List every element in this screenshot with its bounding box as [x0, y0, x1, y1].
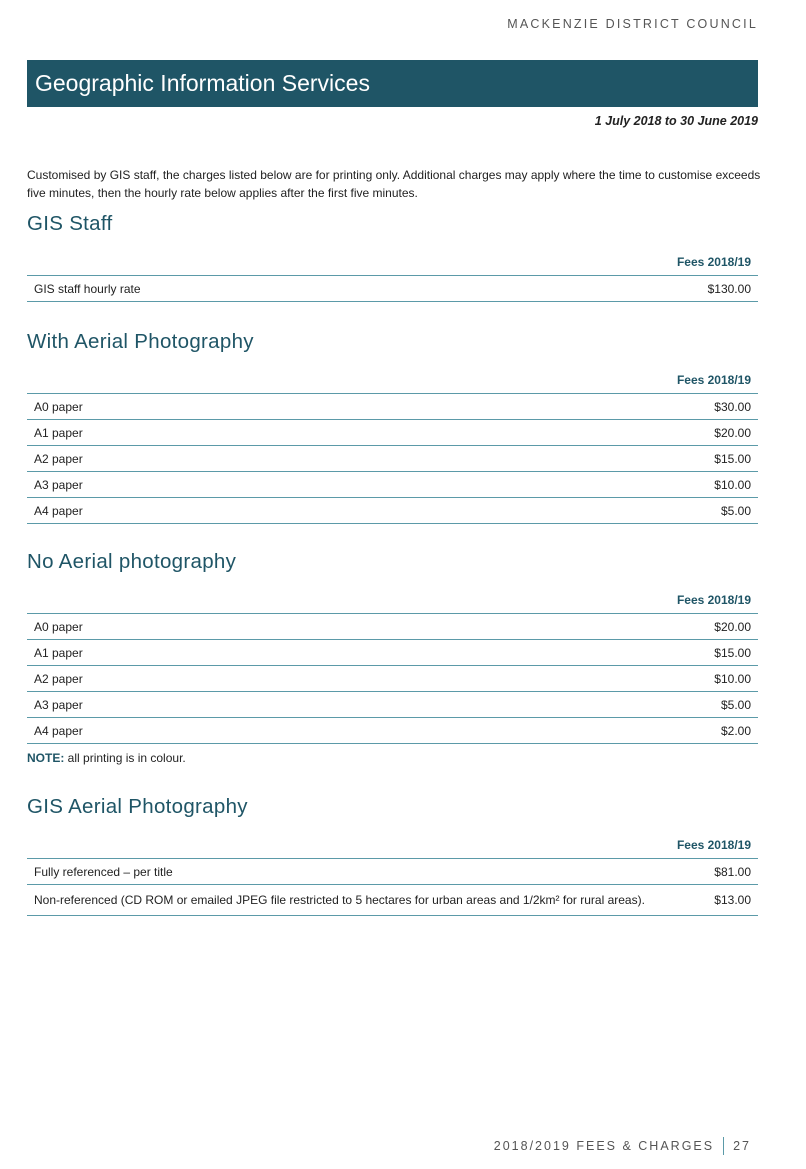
row-item: A4 paper	[34, 723, 83, 738]
row-fee: $10.00	[714, 671, 751, 686]
row-item: Fully referenced – per title	[34, 864, 173, 879]
fee-column-header: Fees 2018/19	[27, 249, 758, 276]
intro-paragraph: Customised by GIS staff, the charges listed below are for printing only. Additional charges may apply where the time to customise exceeds five minutes, then the hourly rate below applies after the first five minutes.	[27, 168, 761, 200]
table-row	[27, 859, 758, 885]
row-item: A3 paper	[34, 477, 83, 492]
fee-table-with-aerial	[27, 367, 758, 524]
fee-table-gis-aerial	[27, 832, 758, 916]
fee-table-gis-staff	[27, 249, 758, 302]
row-item: A1 paper	[34, 425, 83, 440]
fee-column-header: Fees 2018/19	[27, 587, 758, 614]
row-fee: $15.00	[714, 451, 751, 466]
section-title-gis-staff: GIS Staff	[27, 212, 113, 235]
row-fee: $20.00	[714, 425, 751, 440]
row-item: A2 paper	[34, 671, 83, 686]
row-fee: $10.00	[714, 477, 751, 492]
note-text	[27, 751, 186, 765]
row-fee: $130.00	[707, 281, 751, 296]
row-item: A1 paper	[34, 645, 83, 660]
note-body: all printing is in colour.	[64, 751, 186, 765]
page-title-banner: Geographic Information Services	[27, 60, 758, 107]
row-fee: $20.00	[714, 619, 751, 634]
row-item: A0 paper	[34, 399, 83, 414]
footer-doc-title: 2018/2019 FEES & CHARGES	[493, 1139, 715, 1153]
table-row	[27, 276, 758, 302]
table-row	[27, 498, 758, 524]
table-row	[27, 394, 758, 420]
section-title-no-aerial: No Aerial photography	[27, 550, 237, 573]
row-item: GIS staff hourly rate	[34, 281, 141, 296]
fee-column-header: Fees 2018/19	[27, 832, 758, 859]
section-title-with-aerial: With Aerial Photography	[27, 330, 254, 353]
table-row	[27, 472, 758, 498]
row-item: A2 paper	[34, 451, 83, 466]
row-fee: $15.00	[714, 645, 751, 660]
page-number: 27	[733, 1139, 751, 1153]
period-label: 1 July 2018 to 30 June 2019	[594, 114, 758, 128]
table-row	[27, 420, 758, 446]
table-row	[27, 885, 758, 916]
row-fee: $5.00	[720, 697, 751, 712]
row-fee: $81.00	[714, 864, 751, 879]
table-row	[27, 718, 758, 744]
row-item: Non-referenced (CD ROM or emailed JPEG file restricted to 5 hectares for urban areas and 1/2km² for rural areas).	[34, 893, 645, 907]
page-footer	[494, 1137, 751, 1155]
row-fee: $13.00	[714, 893, 751, 907]
row-item: A4 paper	[34, 503, 83, 518]
note-label: NOTE:	[27, 751, 65, 765]
row-fee: $2.00	[720, 723, 751, 738]
table-row	[27, 666, 758, 692]
row-fee: $5.00	[720, 503, 751, 518]
organization-name: MACKENZIE DISTRICT COUNCIL	[507, 17, 758, 31]
fee-column-header: Fees 2018/19	[27, 367, 758, 394]
section-title-gis-aerial: GIS Aerial Photography	[27, 795, 248, 818]
row-item: A0 paper	[34, 619, 83, 634]
table-row	[27, 692, 758, 718]
table-row	[27, 446, 758, 472]
row-fee: $30.00	[714, 399, 751, 414]
fee-table-no-aerial	[27, 587, 758, 744]
table-row	[27, 614, 758, 640]
table-row	[27, 640, 758, 666]
footer-divider	[723, 1137, 724, 1155]
row-item: A3 paper	[34, 697, 83, 712]
